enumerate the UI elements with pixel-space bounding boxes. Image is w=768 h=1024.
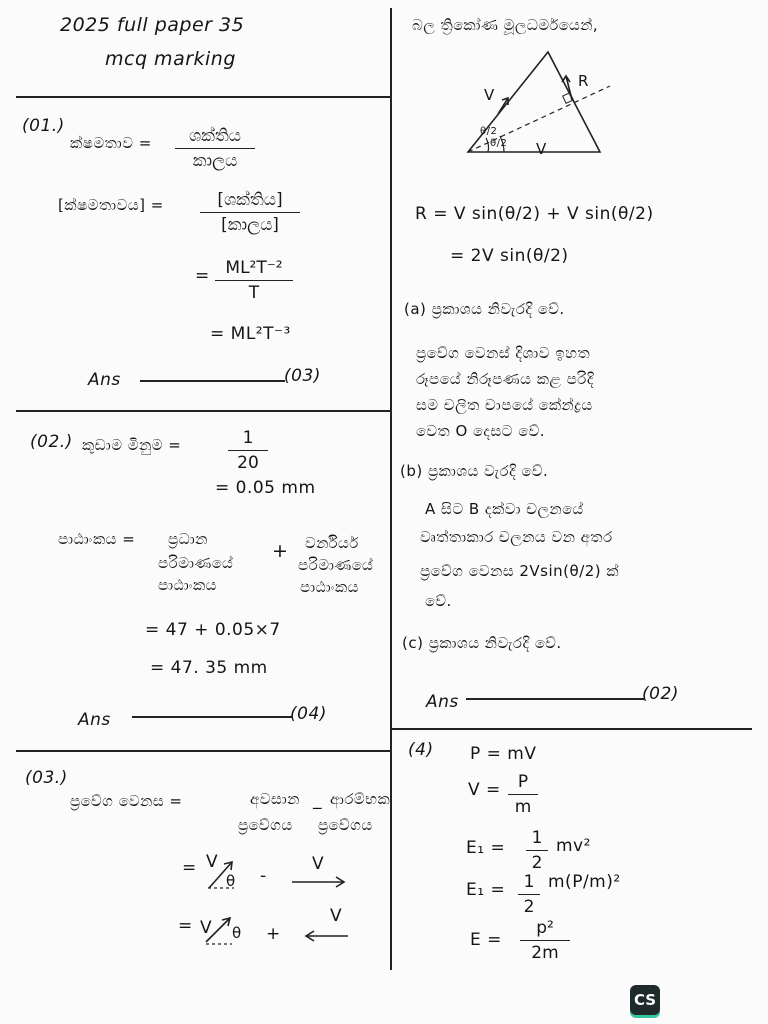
- divider-q2: [16, 410, 391, 412]
- q2-leastcount-value: = 0.05 mm: [215, 478, 316, 498]
- q3-resultant-eq2: = 2V sin(θ/2): [450, 246, 569, 266]
- q3-number: (03.): [25, 768, 68, 788]
- q4-v-label: V =: [468, 780, 501, 800]
- q4-v-den: m: [514, 797, 532, 817]
- q3-final-l1: අවසාන: [250, 790, 300, 808]
- q1-ans-line: [140, 380, 285, 382]
- q2-main-l2: පරිමාණයේ: [158, 554, 234, 572]
- q1-frac3-num: ML²T⁻²: [225, 258, 283, 278]
- q3-ans-line: [466, 698, 644, 700]
- q3-b-heading: (b) ප්‍රකාශය වැරදි වේ.: [400, 462, 549, 480]
- q3-row3-eq: =: [178, 916, 193, 936]
- q3-row2-v1: V: [206, 852, 219, 872]
- divider-q1: [16, 96, 391, 98]
- q2-frac-den: 20: [237, 453, 259, 473]
- q3-b-line2: වෘත්තාකාර චලනය වන අතර: [420, 528, 613, 546]
- q2-frac-num: 1: [242, 428, 254, 448]
- q3-row3-theta: θ: [232, 924, 242, 942]
- q3-row3-plus: +: [266, 924, 281, 944]
- q4-v-num: P: [517, 772, 529, 792]
- q2-leastcount-label: කුඩාම මිනුම =: [82, 436, 182, 454]
- q2-ans-line: [132, 716, 292, 718]
- q3-initial-l1: ආරම්භක: [330, 790, 391, 808]
- q2-reading-label: පාඨාංකය =: [58, 530, 136, 548]
- q3-b-line4: වේ.: [425, 592, 452, 610]
- triangle-label-v1: V: [484, 86, 495, 104]
- q2-main-l3: පාඨාංකය: [158, 576, 217, 594]
- q4-number: (4): [408, 740, 434, 760]
- q3-row3-v1: V: [200, 918, 213, 938]
- q2-fraction: [228, 428, 268, 473]
- q4-e-label: E =: [470, 930, 502, 950]
- q4-e-den: 2m: [531, 943, 559, 963]
- divider-q3: [16, 750, 391, 752]
- q3-a-line3: සම චලිත චාපයේ කේන්ද්‍රය: [416, 396, 593, 414]
- q3-c-heading: (c) ප්‍රකාශය නිවැරදි වේ.: [402, 634, 562, 652]
- q1-fraction-1: [175, 126, 255, 171]
- q2-ans-label: Ans: [78, 710, 111, 730]
- q4-e1-num: 1: [531, 828, 543, 848]
- q3-a-heading: (a) ප්‍රකාශය නිවැරදි වේ.: [404, 300, 565, 318]
- q3-row3-v2: V: [330, 906, 343, 926]
- q2-vernier-l3: පාඨාංකය: [300, 578, 359, 596]
- q2-main-l1: ප්‍රධාන: [168, 530, 208, 548]
- q4-e1b-den: 2: [523, 897, 535, 917]
- header-subtitle: mcq marking: [105, 48, 236, 70]
- q4-e1b-label: E₁ =: [466, 880, 506, 900]
- q4-e1b-rest: m(P/m)²: [548, 872, 621, 892]
- divider-q4: [392, 728, 752, 730]
- q2-vernier-l2: පරිමාණයේ: [298, 556, 374, 574]
- triangle-angle-2: θ/2: [490, 138, 508, 149]
- q4-v-fraction: [508, 772, 538, 817]
- q3-b-line1: A සිට B දක්වා චලනයේ: [425, 500, 584, 518]
- q1-result: = ML²T⁻³: [210, 324, 291, 344]
- header-title: 2025 full paper 35: [60, 14, 245, 36]
- q1-dim-label: [ක්ෂමතාවය] =: [58, 196, 164, 214]
- q1-frac1-den: කාලය: [192, 151, 238, 171]
- q2-number: (02.): [30, 432, 73, 452]
- q1-number: (01.): [22, 116, 65, 136]
- q1-frac1-num: ශක්තිය: [189, 126, 241, 146]
- q4-e-num: p²: [536, 918, 554, 938]
- triangle-angle-1: θ/2: [480, 126, 498, 137]
- q1-power-label: ක්ෂමතාව =: [70, 134, 152, 152]
- q1-eq3: =: [195, 266, 210, 286]
- q3-row2-eq: =: [182, 858, 197, 878]
- q3-minus: _: [313, 790, 322, 810]
- q3-resultant-eq1: R = V sin(θ/2) + V sin(θ/2): [415, 204, 654, 224]
- q1-ans-value: (03): [284, 366, 321, 386]
- q1-fraction-3: [215, 258, 293, 303]
- camscanner-logo: CS: [630, 985, 660, 1015]
- q4-e1-den: 2: [531, 853, 543, 873]
- q1-frac2-num: [ශක්තිය]: [217, 190, 283, 210]
- q4-e1-rest: mv²: [556, 836, 591, 856]
- q3-row2-theta: θ: [226, 872, 236, 890]
- q3-velchange-label: ප්‍රවේග වෙනස =: [70, 792, 183, 810]
- q2-vernier-l1: වර්නියර්: [305, 534, 359, 552]
- q3-initial-l2: ප්‍රවේගය: [318, 816, 373, 834]
- triangle-label-r: R: [578, 72, 589, 90]
- q4-e1-fraction: [526, 828, 548, 873]
- q3-a-line2: රූපයේ නිරූපණය කළ පරිදි: [416, 370, 594, 388]
- q4-e1b-fraction: [518, 872, 540, 917]
- q3-b-line3: ප්‍රවේග වෙනස 2Vsin(θ/2) ක්: [420, 562, 620, 580]
- q4-e-fraction: [520, 918, 570, 963]
- q3-ans-label: Ans: [426, 692, 459, 712]
- center-divider: [390, 8, 392, 970]
- q3-row3-arrows: [200, 912, 360, 948]
- q1-fraction-2: [200, 190, 300, 235]
- triangle-label-v2: V: [536, 140, 547, 158]
- q4-line1: P = mV: [470, 744, 537, 764]
- q4-e1-label: E₁ =: [466, 838, 506, 858]
- q4-e1b-num: 1: [523, 872, 535, 892]
- q3-final-l2: ප්‍රවේගය: [238, 816, 293, 834]
- q3-row2-arrows: [204, 856, 364, 892]
- q2-calc-2: = 47. 35 mm: [150, 658, 268, 678]
- q3-a-line1: ප්‍රවේග වෙනස් දිශාව ඉහත: [416, 344, 591, 362]
- q1-frac2-den: [කාලය]: [221, 215, 279, 235]
- q3-row2-v2: V: [312, 854, 325, 874]
- q3-force-triangle-heading: බල ත්‍රිකෝණ මූලධර්මයෙන්,: [412, 16, 599, 34]
- q2-calc-1: = 47 + 0.05×7: [145, 620, 281, 640]
- q3-ans-value: (02): [642, 684, 679, 704]
- q1-frac3-den: T: [248, 283, 260, 303]
- q2-plus: +: [272, 540, 289, 562]
- q1-ans-label: Ans: [88, 370, 121, 390]
- q3-row2-minus: -: [260, 866, 267, 886]
- q3-a-line4: වෙත O දෙසට වේ.: [416, 422, 546, 440]
- q2-ans-value: (04): [290, 704, 327, 724]
